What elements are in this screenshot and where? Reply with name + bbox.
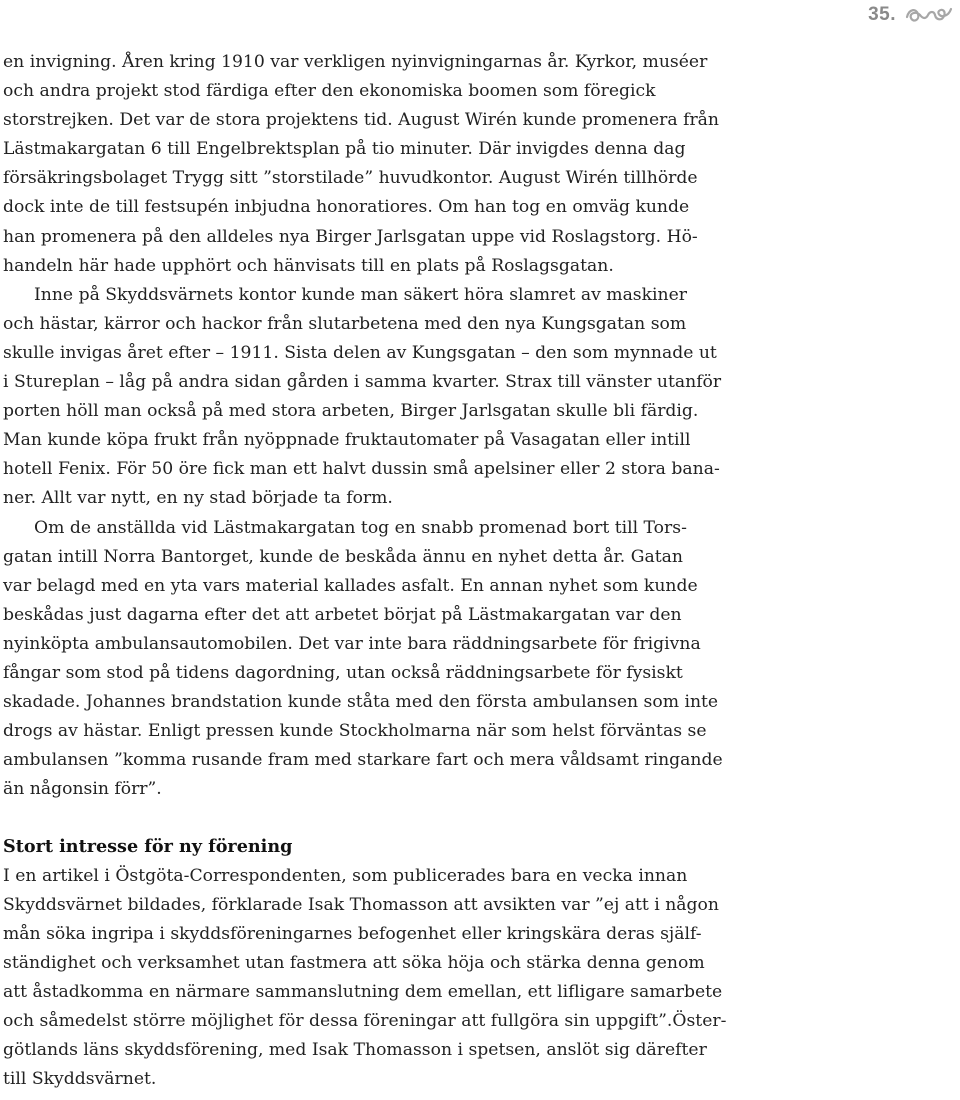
- text-line: fångar som stod på tidens dagordning, utan också räddningsarbete för fysiskt: [3, 662, 683, 683]
- text-line: i Stureplan – låg på andra sidan gården i samma kvarter. Strax till vänster utanför: [3, 372, 722, 393]
- text-line: än någonsin förr”.: [3, 779, 162, 800]
- text-line: Om de anställda vid Lästmakargatan tog en snabb promenad bort till Tors-: [34, 517, 687, 538]
- text-line: och såmedelst större möjlighet för dessa föreningar att fullgöra sin uppgift”.Öster-: [3, 1011, 727, 1031]
- text-line: porten höll man också på med stora arbeten, Birger Jarlsgatan skulle bli färdig.: [3, 401, 699, 422]
- paragraph-1: [3, 48, 719, 281]
- text-line: var belagd med en yta vars material kallades asfalt. En annan nyhet som kunde: [3, 575, 698, 596]
- text-line: götlands läns skyddsförening, med Isak Thomasson i spetsen, anslöt sig därefter: [3, 1040, 707, 1061]
- text-line: hotell Fenix. För 50 öre fick man ett halvt dussin små apelsiner eller 2 stora bana-: [3, 459, 720, 480]
- flourish-ornament-icon: [904, 4, 954, 26]
- text-line: drogs av hästar. Enligt pressen kunde Stockholmarna när som helst förväntas se: [3, 721, 707, 742]
- section-heading: Stort intresse för ny förening: [3, 836, 293, 858]
- text-line: skadade. Johannes brandstation kunde ståta med den första ambulansen som inte: [3, 692, 719, 713]
- text-line: att åstadkomma en närmare sammanslutning dem emellan, ett lifligare samarbete: [3, 981, 723, 1002]
- body-text: [3, 48, 727, 1094]
- text-line: och hästar, kärror och hackor från slutarbetena med den nya Kungsgatan som: [3, 313, 687, 334]
- paragraph-2: [3, 281, 722, 514]
- section-stort-intresse: [3, 832, 727, 1094]
- text-line: I en artikel i Östgöta-Correspondenten, som publicerades bara en vecka innan: [3, 865, 688, 886]
- text-line: Skyddsvärnet bildades, förklarade Isak Thomasson att avsikten var ”ej att i någon: [3, 894, 719, 915]
- text-line: försäkringsbolaget Trygg sitt ”storstilade” huvudkontor. August Wirén tillhörde: [3, 168, 698, 189]
- text-line: mån söka ingripa i skyddsföreningarnes befogenhet eller kringskära deras själf-: [3, 923, 702, 944]
- section-spacer: [3, 804, 713, 832]
- text-line: Lästmakargatan 6 till Engelbrektsplan på tio minuter. Där invigdes denna dag: [3, 139, 686, 160]
- text-line: ner. Allt var nytt, en ny stad började ta form.: [3, 488, 393, 509]
- text-line: och andra projekt stod färdiga efter den ekonomiska boomen som föregick: [3, 81, 656, 102]
- paragraph-3: [3, 514, 723, 805]
- text-line: nyinköpta ambulansautomobilen. Det var inte bara räddningsarbete för frigivna: [3, 633, 701, 654]
- page-number: 35.: [868, 4, 896, 25]
- text-line: han promenera på den alldeles nya Birger Jarlsgatan uppe vid Roslagstorg. Hö-: [3, 226, 698, 247]
- text-line: beskådas just dagarna efter det att arbetet börjat på Lästmakargatan var den: [3, 604, 682, 625]
- text-line: ambulansen ”komma rusande fram med starkare fart och mera våldsamt ringande: [3, 750, 723, 771]
- text-line: storstrejken. Det var de stora projektens tid. August Wirén kunde promenera från: [3, 110, 719, 131]
- text-line: Man kunde köpa frukt från nyöppnade fruktautomater på Vasagatan eller intill: [3, 430, 691, 451]
- text-line: dock inte de till festsupén inbjudna honoratiores. Om han tog en omväg kunde: [3, 197, 690, 218]
- text-line: ständighet och verksamhet utan fastmera att söka höja och stärka denna genom: [3, 952, 705, 973]
- text-line: Inne på Skyddsvärnets kontor kunde man säkert höra slamret av maskiner: [34, 284, 687, 305]
- text-line: skulle invigas året efter – 1911. Sista delen av Kungsgatan – den som mynnade ut: [3, 342, 717, 363]
- text-line: gatan intill Norra Bantorget, kunde de beskåda ännu en nyhet detta år. Gatan: [3, 546, 683, 567]
- page-header: [868, 4, 954, 26]
- text-line: till Skyddsvärnet.: [3, 1069, 157, 1090]
- text-line: handeln här hade upphört och hänvisats till en plats på Roslagsgatan.: [3, 255, 614, 276]
- text-line: en invigning. Åren kring 1910 var verkligen nyinvigningarnas år. Kyrkor, muséer: [3, 52, 708, 72]
